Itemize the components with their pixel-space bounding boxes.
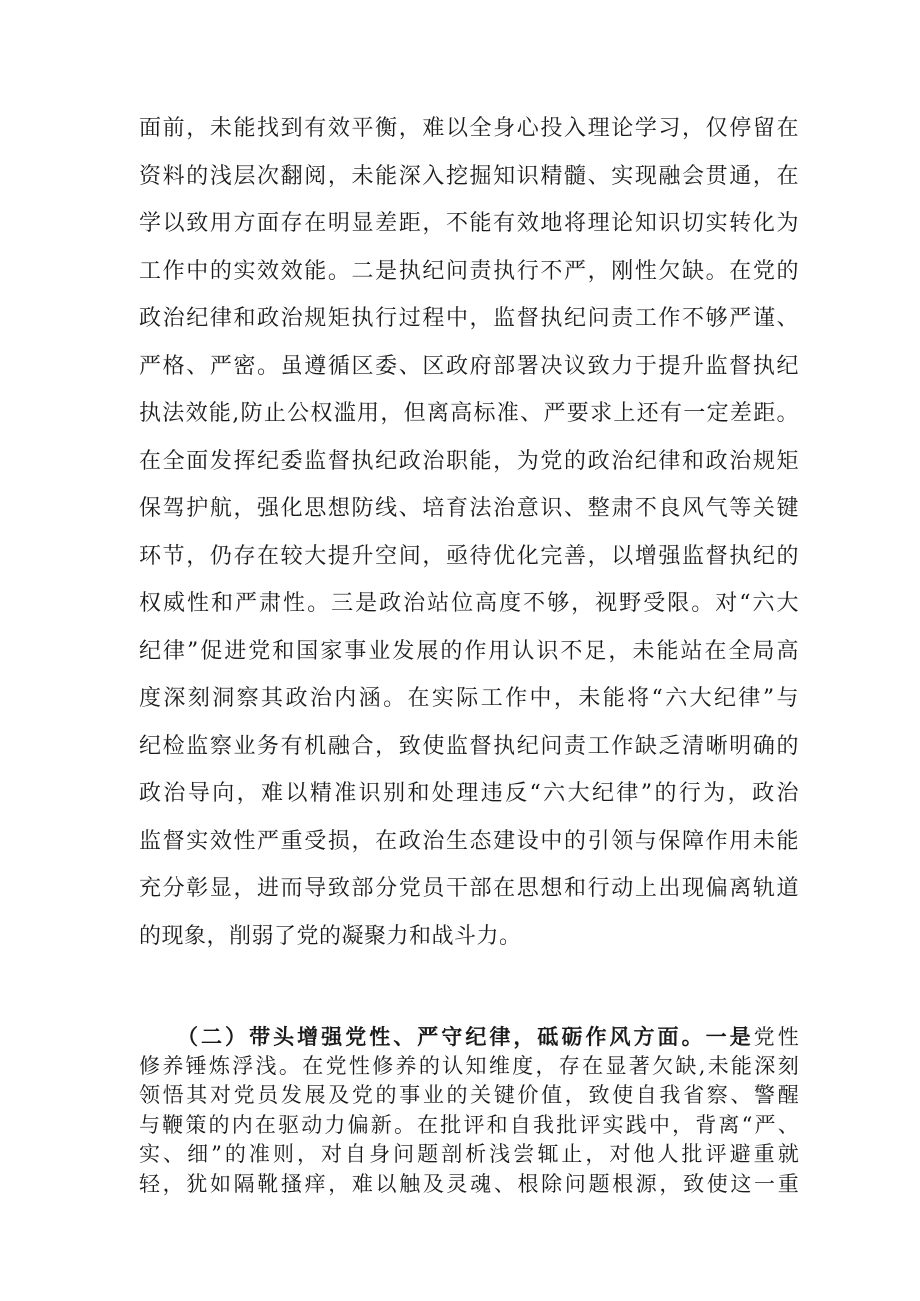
paragraph-line: 工作中的实效效能。二是执纪问责执行不严，刚性欠缺。在党的 [139, 258, 799, 284]
paragraph-line: 纪检监察业务有机融合，致使监督执纪问责工作缺乏清晰明确的 [139, 733, 799, 759]
paragraph-line: 保驾护航，强化思想防线、培育法治意识、整肃不良风气等关键 [139, 496, 799, 521]
paragraph-line: 领悟其对党员发展及党的事业的关键价值，致使自我省察、警醒 [139, 1083, 799, 1108]
paragraph-line: 学以致用方面存在明显差距，不能有效地将理论知识切实转化为 [139, 211, 799, 236]
paragraph-line: 轻，犹如隔靴搔痒，难以触及灵魂、根除问题根源，致使这一重 [139, 1171, 799, 1196]
paragraph-1 [139, 111, 799, 966]
paragraph-line: 资料的浅层次翻阅，未能深入挖掘知识精髓、实现融会贯通，在 [139, 163, 799, 189]
paragraph-line: 面前，未能找到有效平衡，难以全身心投入理论学习，仅停留在 [139, 116, 799, 141]
paragraph-line: 纪律”促进党和国家事业发展的作用认识不足，未能站在全局高 [139, 638, 799, 664]
paragraph-line: 政治纪律和政治规矩执行过程中，监督执纪问责工作不够严谨、 [139, 306, 799, 331]
paragraph-line: 环节，仍存在较大提升空间，亟待优化完善，以增强监督执纪的 [139, 543, 799, 569]
section-heading-rest: 党性 [753, 1025, 799, 1049]
paragraph-2 [139, 1022, 799, 1200]
paragraph-line: 修养锤炼浮浅。在党性修养的认知维度，存在显著欠缺,未能深刻 [139, 1053, 799, 1078]
paragraph-line: 实、细”的准则，对自身问题剖析浅尝辄止，对他人批评避重就 [139, 1142, 799, 1167]
paragraph-line: 执法效能,防止公权滥用，但离高标准、严要求上还有一定差距。 [139, 401, 799, 426]
paragraph-line: 政治导向，难以精准识别和处理违反“六大纪律”的行为，政治 [139, 781, 799, 806]
paragraph-line: 监督实效性严重受损，在政治生态建设中的引领与保障作用未能 [139, 828, 799, 854]
paragraph-line: 的现象，削弱了党的凝聚力和战斗力。 [139, 923, 522, 949]
paragraph-line: 严格、严密。虽遵循区委、区政府部署决议致力于提升监督执纪 [139, 353, 799, 379]
paragraph-line: 充分彰显，进而导致部分党员干部在思想和行动上出现偏离轨道 [139, 876, 799, 901]
section-heading-bold: （二）带头增强党性、严守纪律，砥砺作风方面。一是 [177, 1024, 754, 1049]
paragraph-line: 权威性和严肃性。三是政治站位高度不够，视野受限。对“六大 [139, 591, 799, 616]
paragraph-line: 度深刻洞察其政治内涵。在实际工作中，未能将“六大纪律”与 [139, 686, 799, 711]
paragraph-line: 在全面发挥纪委监督执纪政治职能，为党的政治纪律和政治规矩 [139, 448, 799, 474]
paragraph-line: 与鞭策的内在驱动力偏新。在批评和自我批评实践中，背离“严、 [139, 1112, 799, 1137]
section-heading-line [139, 1022, 799, 1052]
